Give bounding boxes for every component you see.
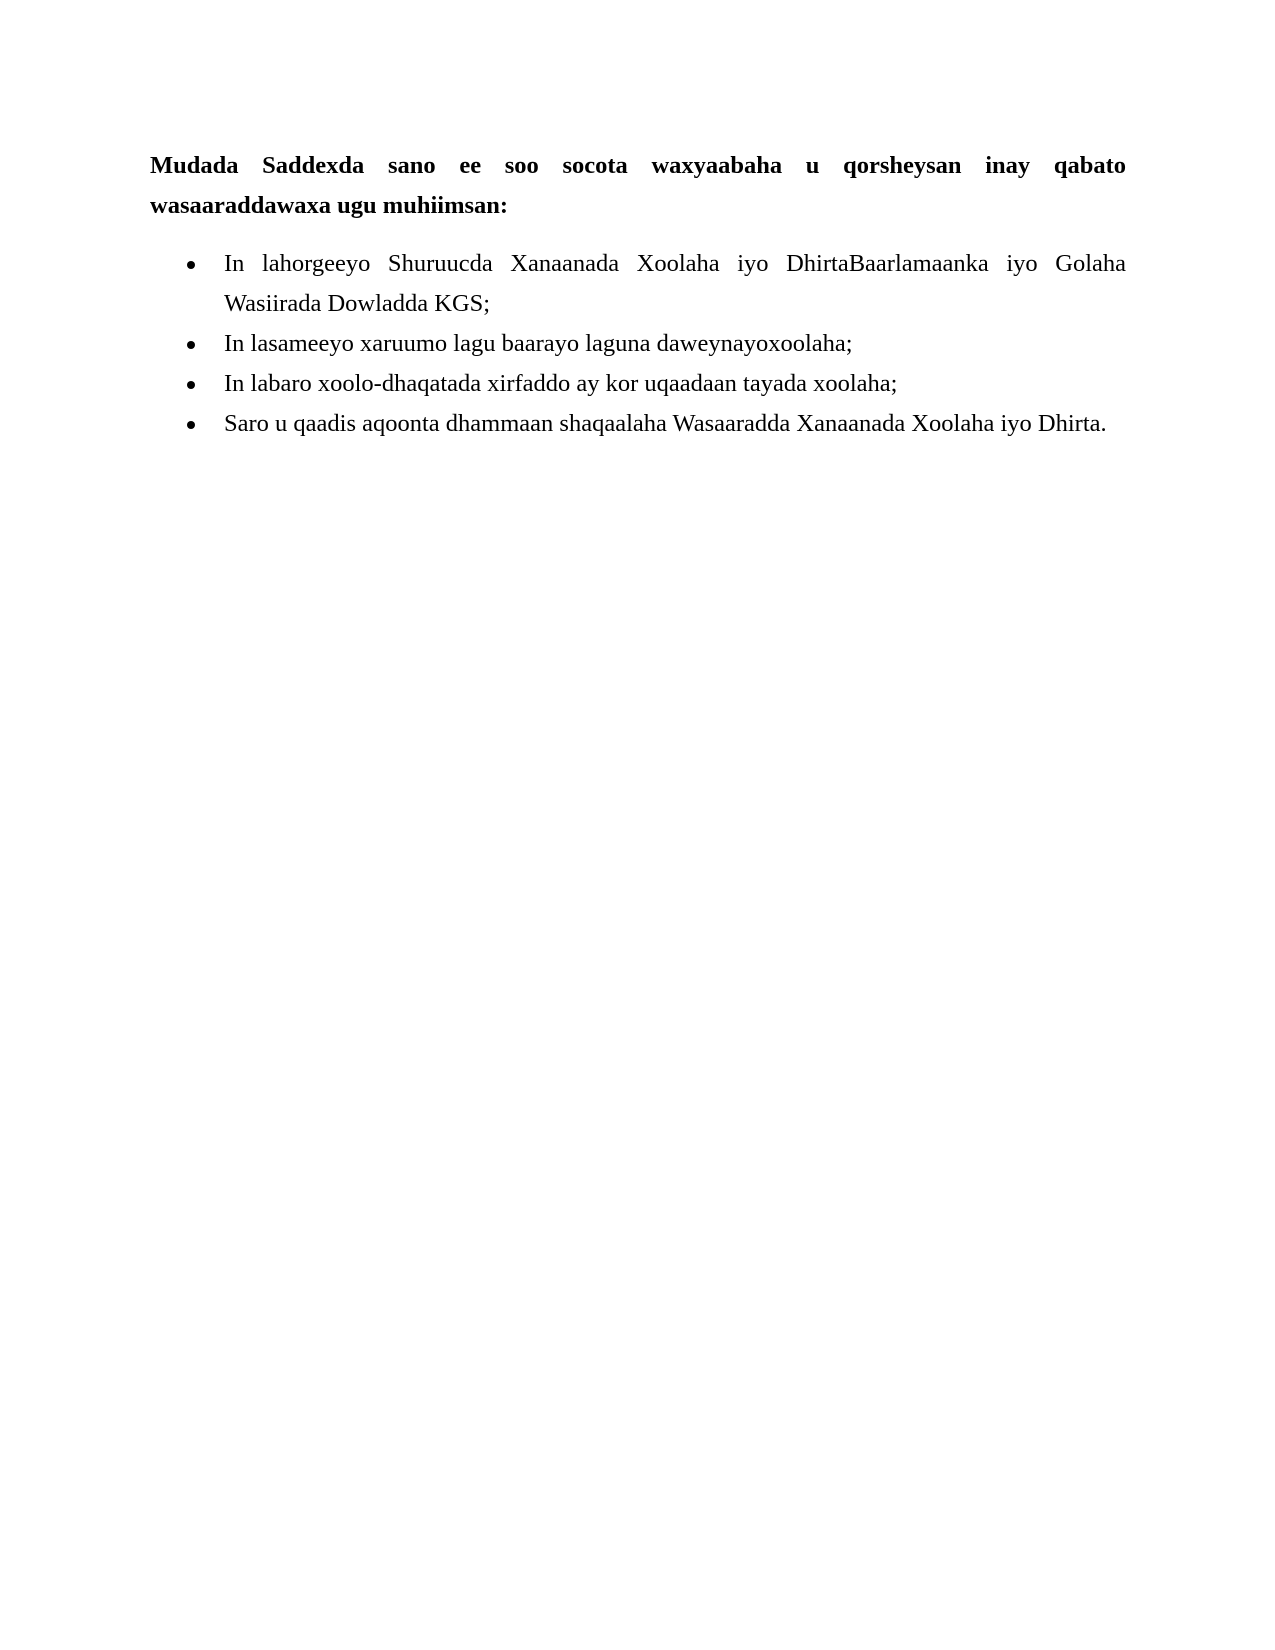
list-item-text: In lasameeyo xaruumo lagu baarayo laguna daweynayoxoolaha; [224,330,853,357]
list-item [150,404,1126,444]
list-item [150,364,1126,404]
list-item [150,244,1126,324]
list-item [150,324,1126,364]
bullet-icon [187,421,195,429]
section-heading: Mudada Saddexda sano ee soo socota waxyaabaha u qorsheysan inay qabato wasaaraddawaxa ugu muhiimsan: [150,152,1126,219]
list-item-text: In lahorgeeyo Shuruucda Xanaanada Xoolaha iyo DhirtaBaarlamaanka iyo Golaha Wasiirada Dowladda KGS; [224,250,1126,317]
list-item-text: Saro u qaadis aqoonta dhammaan shaqaalaha Wasaaradda Xanaanada Xoolaha iyo Dhirta. [224,410,1107,437]
bullet-icon [187,341,195,349]
page-content [150,146,1126,444]
list-item-text: In labaro xoolo-dhaqatada xirfaddo ay kor uqaadaan tayada xoolaha; [224,370,898,397]
bullet-list [150,244,1126,444]
bullet-icon [187,261,195,269]
bullet-icon [187,381,195,389]
